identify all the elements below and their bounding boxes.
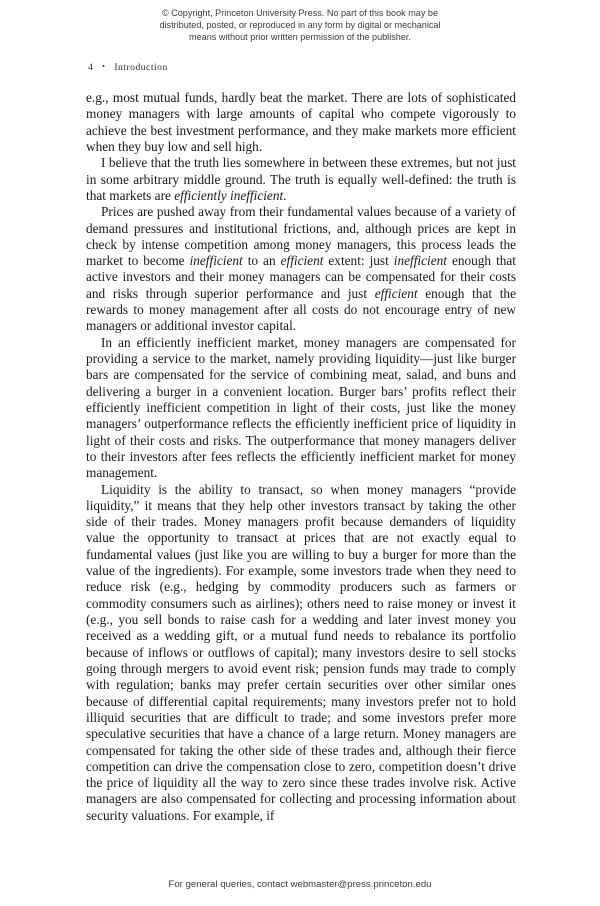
body-text-run: e.g., most mutual funds, hardly beat the market. There are lots of sophisticated money managers with large amounts of capital who compete vigorously to achieve the best investment performance, and they make markets more efficient when they buy low and sell high. xyxy=(86,90,516,154)
body-text-run: In an efficiently inefficient market, money managers are compensated for providing a service to the market, namely providing liquidity—just like burger bars are compensated for the service of combining meat, salad, and buns and delivering a burger in a convenient location. Burger bars’ profits reflect their efficiently inefficient competition in light of their costs, just like the money managers’ outperformance reflects the efficiently inefficient price of liquidity in light of their costs and risks. The outperformance that money managers deliver to their investors after fees reflects the efficiently inefficient market for money management. xyxy=(86,334,516,481)
running-head xyxy=(88,62,168,73)
footer-text: For general queries, contact webmaster@press.princeton.edu xyxy=(168,879,432,890)
chapter-title: Introduction xyxy=(114,62,168,73)
body-paragraph xyxy=(86,335,516,482)
copyright-notice-line-3: means without prior written permission of the publisher. xyxy=(189,32,411,43)
body-paragraph xyxy=(86,155,516,204)
emphasis-text: efficiently inefficient xyxy=(174,187,284,203)
body-text xyxy=(86,90,516,824)
bullet-separator-icon: • xyxy=(102,62,106,71)
body-paragraph xyxy=(86,204,516,335)
body-text-run: enough that the rewards to money management after all costs do not encourage entry of new managers or additional investor capital. xyxy=(86,285,516,334)
emphasis-text: efficient xyxy=(280,253,324,269)
body-paragraph xyxy=(86,482,516,825)
copyright-notice xyxy=(128,7,472,43)
body-paragraph xyxy=(86,90,516,155)
emphasis-text: inefficient xyxy=(189,253,243,269)
page-number: 4 xyxy=(88,62,94,73)
body-text-run: to an xyxy=(242,253,281,269)
copyright-notice-line-1: © Copyright, Princeton University Press. No part of this book may be xyxy=(161,8,439,18)
body-text-run: Liquidity is the ability to transact, so when money managers “provide liquidity,” it means that they help other investors transact by taking the other side of their trades. Money managers profit because demanders of liquidity value the opportunity to transact at prices that are not exactly equal to fundamental values (just like you are willing to buy a burger for more than the value of the ingredients). For example, some investors trade when they need to reduce risk (e.g., hedging by commodity producers such as farmers or commodity consumers such as airlines); others need to raise money or invest it (e.g., you sell bonds to raise cash for a wedding and later invest money you received as a wedding gift, or a mutual fund needs to rebalance its portfolio because of inflows or outflows of capital); many investors desire to sell stocks going through mergers to avoid event risk; pension funds may trade to comply with regulation; banks may prefer certain securities over other similar ones because of differential capital requirements; many investors prefer not to hold illiquid securities that are difficult to trade; and some investors prefer more speculative securities that have a chance of a large return. Money managers are compensated for taking the other side of these trades and, although their fierce competition can drive the compensation close to zero, competition doesn’t drive the price of liquidity all the way to zero since these trades involve risk. Active managers are also compensated for collecting and processing information about security valuations. For example, if xyxy=(86,481,516,823)
body-text-run: . xyxy=(283,187,287,203)
body-text-run: enough that active investors and their money managers can be compensated for their costs and risks through superior performance and just xyxy=(86,253,517,301)
page-footer xyxy=(0,879,600,890)
body-text-run: Prices are pushed away from their fundamental values because of a variety of demand pressures and institutional frictions, and, although prices are kept in check by intense competition among money managers, this process leads the market to become xyxy=(86,204,516,269)
body-text-run: I believe that the truth lies somewhere in between these extremes, but not just in some arbitrary middle ground. The truth is equally well-defined: the truth is that markets are xyxy=(86,155,516,203)
copyright-notice-line-2: distributed, posted, or reproduced in any form by digital or mechanical xyxy=(159,20,441,31)
emphasis-text: efficient xyxy=(374,285,418,301)
emphasis-text: inefficient xyxy=(393,253,447,269)
body-text-run: extent: just xyxy=(323,253,394,269)
